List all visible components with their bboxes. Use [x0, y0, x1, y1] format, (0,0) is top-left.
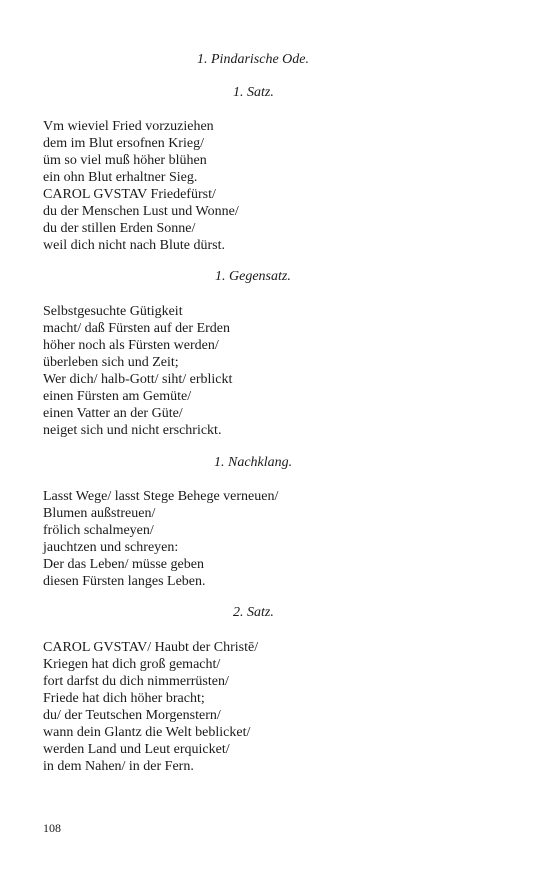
verse-line: du/ der Teutschen Morgenstern/: [43, 708, 221, 723]
verse-line: dem im Blut ersofnen Krieg/: [43, 136, 204, 151]
verse-line: wann dein Glantz die Welt beblicket/: [43, 725, 251, 740]
verse-line: Lasst Wege/ lasst Stege Behege verneuen/: [43, 489, 279, 504]
poem-title: 1. Pindarische Ode.: [197, 52, 309, 67]
verse-line: diesen Fürsten langes Leben.: [43, 574, 206, 589]
verse-line: Vm wieviel Fried vorzuziehen: [43, 119, 214, 134]
verse-line: überleben sich und Zeit;: [43, 355, 179, 370]
section-heading: 1. Satz.: [233, 85, 274, 100]
verse-line: einen Fürsten am Gemüte/: [43, 389, 192, 404]
verse-line: werden Land und Leut erquicket/: [43, 742, 230, 757]
verse-line: weil dich nicht nach Blute dürst.: [43, 238, 225, 253]
verse-line: macht/ daß Fürsten auf der Erden: [43, 321, 230, 336]
stanza: [43, 303, 232, 439]
stanza: [43, 488, 278, 590]
section-heading: 2. Satz.: [233, 605, 274, 620]
verse-line: CAROL GVSTAV/ Haubt der Christē/: [43, 640, 259, 655]
verse-line: du der Menschen Lust und Wonne/: [43, 204, 239, 219]
verse-line: in dem Nahen/ in der Fern.: [43, 759, 194, 774]
verse-line: Kriegen hat dich groß gemacht/: [43, 657, 221, 672]
verse-line: üm so viel muß höher blühen: [43, 153, 207, 168]
page-number: 108: [43, 821, 61, 835]
verse-line: neiget sich und nicht erschrickt.: [43, 423, 222, 438]
verse-line: höher noch als Fürsten werden/: [43, 338, 219, 353]
verse-line: Blumen außstreuen/: [43, 506, 156, 521]
verse-line: einen Vatter an der Güte/: [43, 406, 183, 421]
verse-line: fort darfst du dich nimmerrüsten/: [43, 674, 229, 689]
verse-line: ein ohn Blut erhaltner Sieg.: [43, 170, 198, 185]
section-heading: 1. Nachklang.: [214, 455, 293, 470]
section-heading: 1. Gegensatz.: [215, 269, 291, 284]
verse-line: du der stillen Erden Sonne/: [43, 221, 196, 236]
verse-line: Friede hat dich höher bracht;: [43, 691, 205, 706]
verse-line: frölich schalmeyen/: [43, 523, 154, 538]
verse-line: CAROL GVSTAV Friedefürst/: [43, 187, 216, 202]
verse-line: jauchtzen und schreyen:: [43, 540, 179, 555]
stanza: [43, 639, 258, 775]
verse-line: Der das Leben/ müsse geben: [43, 557, 204, 572]
verse-line: Wer dich/ halb-Gott/ siht/ erblickt: [43, 372, 233, 387]
verse-line: Selbstgesuchte Gütigkeit: [43, 304, 183, 319]
stanza: [43, 118, 239, 254]
